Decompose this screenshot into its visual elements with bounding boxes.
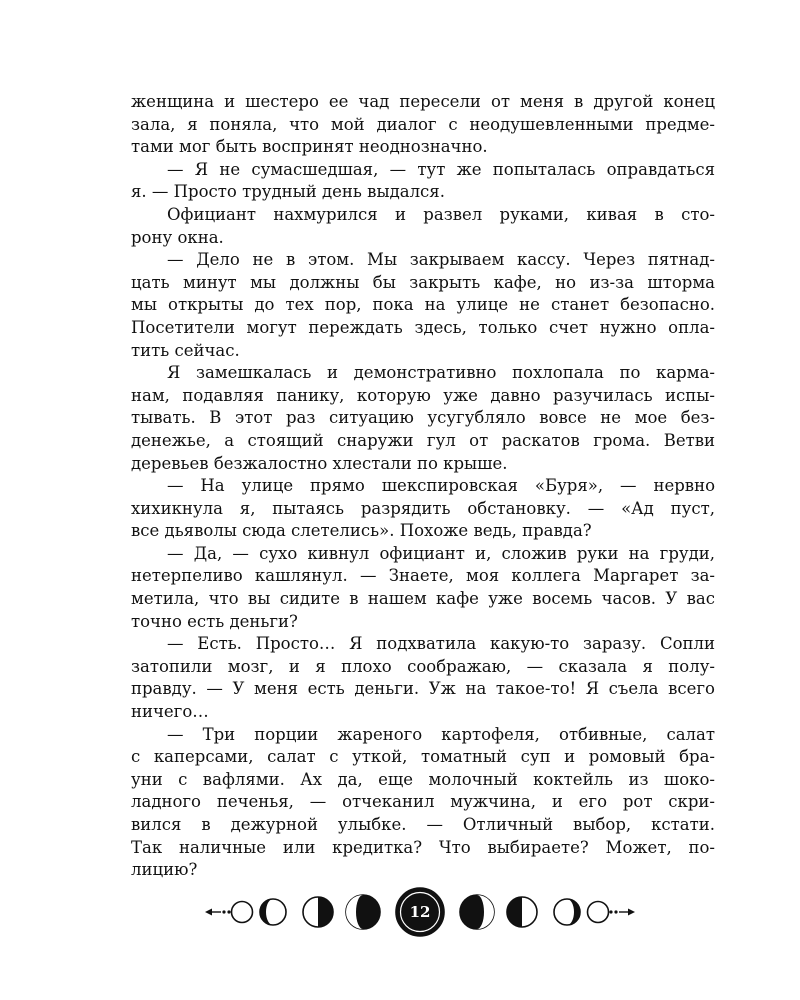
text-line: деревьев безжалостно хлестали по крыше. [131,453,508,473]
text-line: нетерпеливо кашлянул. — Знаете, моя коллега Маргарет за- [131,566,715,586]
text-line: тами мог быть воспринят неоднозначно. [131,137,488,157]
moon-gibbous-icon [346,895,380,929]
text-line: правду. — У меня есть деньги. Уж на такое-то! Я съела всего [131,679,715,699]
text-line: зала, я поняла, что мой диалог с неодушевленными предме- [131,114,715,134]
text-line: ничего… [131,702,209,722]
moon-phases-icon [0,887,800,937]
page-footer [0,887,800,937]
text-line: мы открыты до тех пор, пока на улице не станет безопасно. [131,295,715,315]
moon-crescent-icon [260,899,286,925]
text-line: точно есть деньги? [131,611,298,631]
moon-half-icon [507,897,537,927]
moon-half-icon [303,897,333,927]
text-line: Так наличные или кредитка? Что выбираете? Может, по- [131,837,715,857]
text-line: — На улице прямо шекспировская «Буря», — нервно [167,476,715,496]
moon-gibbous-icon [460,895,494,929]
text-line: тывать. В этот раз ситуацию усугубляло вовсе не мое без- [131,408,715,428]
text-line: женщина и шестеро ее чад пересели от меня в другой конец [131,92,715,111]
moon-crescent-icon [554,899,580,925]
page-text [131,91,715,882]
text-line: — Дело не в этом. Мы закрываем кассу. Через пятнад- [167,250,715,270]
text-line: затопили мозг, и я плохо соображаю, — сказала я полу- [131,656,715,676]
text-line: Я замешкалась и демонстративно похлопала по карма- [167,363,715,383]
text-line: ладного печенья, — отчеканил мужчина, и его рот скри- [131,792,715,812]
text-line: тить сейчас. [131,340,240,360]
arrow-left-icon [205,909,231,916]
text-line: — Я не сумасшедшая, — тут же попыталась оправдаться [167,159,715,179]
text-line: все дьяволы сюда слетелись». Похоже ведь, правда? [131,521,592,541]
text-line: Посетители могут переждать здесь, только счет нужно опла- [131,317,715,337]
text-line: рону окна. [131,227,224,247]
page-number: 12 [409,903,431,921]
text-line: нам, подавляя панику, которую уже давно разучилась испы- [131,385,715,405]
text-line: денежье, а стоящий снаружи гул от раскатов грома. Ветви [131,430,715,450]
arrow-right-icon [609,909,635,916]
moon-new-outline-icon [232,902,253,923]
text-line: — Да, — сухо кивнул официант и, сложив руки на груди, [167,543,715,563]
text-line: уни с вафлями. Ах да, еще молочный коктейль из шоко- [131,769,715,789]
text-line: цать минут мы должны бы закрыть кафе, но из-за шторма [131,272,715,292]
moon-new-outline-icon [588,902,609,923]
text-line: — Три порции жареного картофеля, отбивные, салат [167,724,715,744]
text-line: метила, что вы сидите в нашем кафе уже восемь часов. У вас [131,589,715,609]
text-line: хихикнула я, пытаясь разрядить обстановку. — «Ад пуст, [131,498,715,518]
text-line: — Есть. Просто… Я подхватила какую-то заразу. Сопли [167,634,715,654]
text-line: я. — Просто трудный день выдался. [131,182,445,202]
text-line: лицию? [131,860,198,880]
text-line: Официант нахмурился и развел руками, кивая в сто- [167,204,715,224]
text-line: с каперсами, салат с уткой, томатный суп и ромовый бра- [131,747,715,767]
text-line: вился в дежурной улыбке. — Отличный выбор, кстати. [131,815,715,834]
